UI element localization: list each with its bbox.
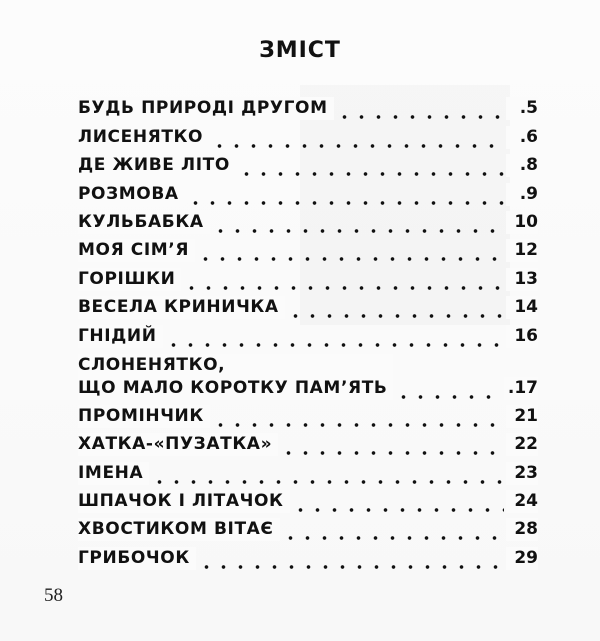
toc-entry-page: 22 [506, 433, 538, 456]
dot-leader [280, 433, 504, 456]
toc-entry-page: 28 [506, 518, 538, 541]
toc-entry[interactable] [78, 485, 538, 513]
page-number: 58 [44, 585, 63, 606]
dot-leader [282, 518, 504, 541]
toc-entry-page: 29 [506, 547, 538, 570]
dot-leader [212, 405, 504, 428]
toc-entry[interactable] [78, 177, 538, 205]
toc-entry-title: ПРОМІНЧИК [78, 405, 210, 428]
toc-entry-page: 24 [506, 490, 538, 513]
toc-entry-title: ГОРІШКИ [78, 268, 181, 291]
toc-entry-title: ХВОСТИКОМ ВІТАЄ [78, 518, 280, 541]
toc-entry-title: КУЛЬБАБКА [78, 211, 210, 234]
toc-entry-page: 10 [506, 211, 538, 234]
toc-entry-page: 12 [506, 239, 538, 262]
toc-entry-page: 14 [506, 296, 538, 319]
toc-entry[interactable] [78, 456, 538, 484]
toc-entry[interactable] [78, 262, 538, 290]
toc-entry-title: ГРИБОЧОК [78, 547, 196, 570]
dot-leader [183, 268, 504, 291]
dot-leader [292, 490, 504, 513]
toc-entry-title: БУДЬ ПРИРОДІ ДРУГОМ [78, 97, 334, 120]
table-of-contents [78, 92, 538, 570]
toc-entry-page: 13 [506, 268, 538, 291]
toc-entry[interactable] [78, 348, 538, 400]
toc-entry-title: ХАТКА-«ПУЗАТКА» [78, 433, 278, 456]
dot-leader [238, 154, 504, 177]
dot-leader [211, 126, 504, 149]
dot-leader [395, 377, 501, 400]
toc-entry-title: РОЗМОВА [78, 183, 185, 206]
toc-entry[interactable] [78, 513, 538, 541]
toc-entry[interactable] [78, 428, 538, 456]
dot-leader [197, 239, 504, 262]
toc-entry-page: 16 [506, 325, 538, 348]
page-title: ЗМІСТ [259, 38, 341, 63]
toc-entry-title: МОЯ СІМ’Я [78, 239, 195, 262]
dot-leader [212, 211, 504, 234]
dot-leader [198, 547, 504, 570]
toc-entry[interactable] [78, 206, 538, 234]
toc-entry-page: .5 [506, 97, 538, 120]
toc-entry-page: .8 [506, 154, 538, 177]
toc-entry[interactable] [78, 234, 538, 262]
dot-leader [287, 296, 504, 319]
toc-entry-page: .6 [506, 126, 538, 149]
toc-entry[interactable] [78, 319, 538, 347]
dot-leader [187, 183, 504, 206]
toc-entry[interactable] [78, 120, 538, 148]
toc-entry-page: .9 [506, 183, 538, 206]
toc-entry-title: ДЕ ЖИВЕ ЛІТО [78, 154, 236, 177]
toc-entry[interactable] [78, 291, 538, 319]
toc-entry-page: .17 [504, 377, 538, 400]
toc-entry-page: 23 [506, 462, 538, 485]
toc-entry[interactable] [78, 92, 538, 120]
toc-entry[interactable] [78, 149, 538, 177]
toc-entry-page: 21 [506, 405, 538, 428]
toc-entry-title: ГНІДИЙ [78, 325, 163, 348]
toc-entry-title: ШПАЧОК І ЛІТАЧОК [78, 490, 290, 513]
toc-entry[interactable] [78, 400, 538, 428]
dot-leader [151, 462, 504, 485]
toc-entry[interactable] [78, 541, 538, 569]
toc-entry-title: ЛИСЕНЯТКО [78, 126, 209, 149]
dot-leader [336, 97, 504, 120]
toc-entry-title: ВЕСЕЛА КРИНИЧКА [78, 296, 285, 319]
dot-leader [165, 325, 504, 348]
toc-entry-title: ІМЕНА [78, 462, 149, 485]
toc-entry-title: СЛОНЕНЯТКО, ЩО МАЛО КОРОТКУ ПАМ’ЯТЬ [78, 354, 393, 400]
